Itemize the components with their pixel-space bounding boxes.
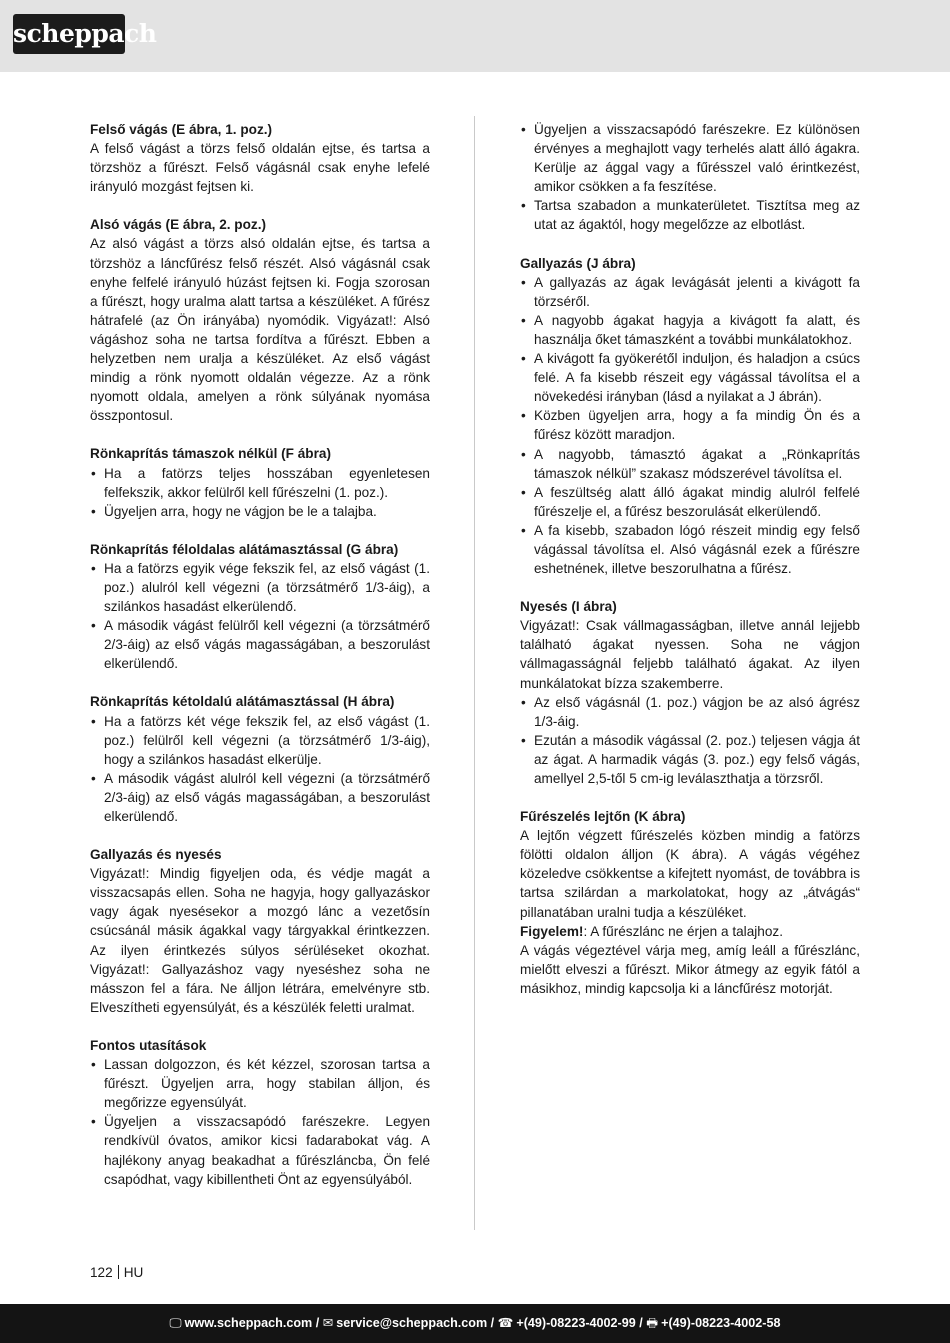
list-item: • Ügyeljen a visszacsapódó farészekre. Ez különösen érvényes a meghajlott vagy terhelés alatt álló ágakra. Kerülje az ággal vagy a fűrésszel való érintkezést, amikor csökken a fa feszítése. [520,120,860,196]
section-text: A lejtőn végzett fűrészelés közben mindig a fatörzs fölötti oldalon álljon (K ábra). A vágás végéhez közeledve csökkentse a kifejtett nyomást, de továbbra is tartsa szilárdan a markolatokat, hogy az „átvágás“ pillanatában uralni tudja a készüléket. [520,828,860,920]
section-no-support [90,444,430,520]
list-item: • Ügyeljen a visszacsapódó farészekre. Legyen rendkívül óvatos, amikor kicsi fadarabokat vág. A hajlékony anyag beakadhat a fűrészláncba, Ön felé csapódhat, vagy kibillentheti Önt az egyensúlyából. [90,1112,430,1188]
bullet-list [520,693,860,788]
section-pruning [520,597,860,788]
footer-phone: +(49)-08223-4002-99 / [516,1316,643,1330]
section-text: Az alsó vágást a törzs alsó oldalán ejtse, és tartsa a törzshöz a láncfűrész felső részét. Alsó vágásnál csak enyhe felfelé irányuló húzást fejtsen ki. Fogja szorosan a fűrészt, hogy uralma alatt tartsa a készüléket. A fűrész hátrafelé (az Ön irányába) nyomódik. Vigyázat!: Alsó vágáshoz soha ne tartsa fordítva a fűrészt. Ebben a helyzetben nem uralja a készüléket. Az első vágást mindig a rönk nyomott oldalán végezze. Az a rönk nyomott oldala, amelyen a rönk súlyának nyomása összpontosul. [90,236,430,424]
section-two-side-support [90,692,430,826]
section-important-instructions [90,1036,430,1189]
attention-label: Figyelem! [520,923,584,939]
page-number-separator [118,1265,119,1279]
section-heading: Nyesés (I ábra) [520,599,617,615]
section-limbing-pruning [90,845,430,1017]
section-heading: Alsó vágás (E ábra, 2. poz.) [90,217,267,233]
list-item: • A kivágott fa gyökerétől induljon, és haladjon a csúcs felé. A fa kisebb részeit egy vágással távolítsa el a növekedési irányban (lásd a nyilakat a J ábrán). [520,349,860,406]
list-item: • A második vágást felülről kell végezni (a törzsátmérő 2/3-áig) az első vágás magasságában, a beszorulást elkerülendő. [90,616,430,673]
section-slope-sawing [520,807,860,998]
footer-email[interactable]: service@scheppach.com / [336,1316,495,1330]
list-item: • Tartsa szabadon a munkaterületet. Tisztítsa meg az utat az ágaktól, hogy megelőzze az elbotlást. [520,196,860,234]
bullet-list [90,1055,430,1189]
phone-icon: ☎ [497,1316,514,1330]
left-column [90,120,430,1208]
bullet-list [90,712,430,827]
bullet-list [90,559,430,674]
section-one-side-support [90,540,430,674]
section-text: Vigyázat!: Mindig figyeljen oda, és védje magát a visszacsapás ellen. Soha ne hagyja, hogy gallyazáskor vagy ágak nyesésekor a mozgó lánc a vezetősín csúcsánál másik ágakkal vagy tárgyakkal érintkezzen. Az ilyen érintkezés súlyos sérüléseket okozhat. Vigyázat!: Gallyazáshoz vagy nyeséshez soha ne másszon fel a fára. Ne álljon létrára, emelvényre stb. Elveszítheti egyensúlyát, és a készülék feletti uralmat. [90,866,430,1015]
right-column [520,120,860,1017]
list-item: • Ügyeljen arra, hogy ne vágjon be le a talajba. [90,502,430,521]
page-number-value: 122 [90,1265,113,1280]
section-text: Vigyázat!: Csak vállmagasságban, illetve annál lejjebb található ágakat nyessen. Soha ne vágjon vállmagasságnál feljebb található ágakat. Az ilyen munkálatokat bízza szakemberre. [520,618,860,691]
list-item: • Ha a fatörzs két vége fekszik fel, az első vágást (1. poz.) felülről kell végezni (a törzsátmérő 1/3-áig), hogy a szilánkos hasadást elkerülje. [90,712,430,769]
attention-text: : A fűrészlánc ne érjen a talajhoz. [583,923,783,939]
list-item: • A nagyobb, támasztó ágakat a „Rönkaprítás támaszok nélkül” szakasz módszerével távolítsa el. [520,445,860,483]
section-heading: Rönkaprítás kétoldalú alátámasztással (H ábra) [90,694,395,710]
section-instructions-continued [520,120,860,235]
bullet-list [520,120,860,235]
list-item: • A gallyazás az ágak levágását jelenti a kivágott fa törzséről. [520,273,860,311]
footer-website[interactable]: www.scheppach.com / [184,1316,320,1330]
fax-icon: 🖶 [646,1316,659,1330]
bullet-list [520,273,860,579]
section-heading: Fűrészelés lejtőn (K ábra) [520,809,686,825]
list-item: • Közben ügyeljen arra, hogy a fa mindig Ön és a fűrész között maradjon. [520,406,860,444]
attention-note [520,922,860,941]
monitor-icon: 🖵 [169,1316,182,1330]
section-top-cut [90,120,430,196]
section-limbing [520,254,860,579]
envelope-icon: ✉ [322,1316,334,1330]
brand-logo: scheppach [13,14,125,54]
footer-bar [0,1304,950,1343]
header-band [0,0,950,72]
section-heading: Gallyazás (J ábra) [520,255,636,271]
section-text: A felső vágást a törzs felső oldalán ejtse, és tartsa a törzshöz a fűrészt. Felső vágásnál csak enyhe lefelé irányuló mozgást fejtsen ki. [90,141,430,195]
section-heading: Gallyazás és nyesés [90,847,222,863]
list-item: • A nagyobb ágakat hagyja a kivágott fa alatt, és használja őket támaszként a további munkálatokhoz. [520,311,860,349]
column-divider [474,116,475,1230]
list-item: • A feszültség alatt álló ágakat mindig alulról felfelé fűrészelje el, a fűrész beszorulását elkerülendő. [520,483,860,521]
bullet-list [90,464,430,521]
list-item: • A második vágást alulról kell végezni (a törzsátmérő 2/3-áig) az első vágás magasságában, a beszorulást elkerülendő. [90,769,430,826]
footer-fax: +(49)-08223-4002-58 [661,1316,781,1330]
list-item: • A fa kisebb, szabadon lógó részeit mindig egy felső vágással távolítsa el. Alsó vágásnál ezek a fűrészre eshetnének, illetve beszorulhatna a fűrész. [520,521,860,578]
section-heading: Rönkaprítás támaszok nélkül (F ábra) [90,446,331,462]
list-item: • Ha a fatörzs teljes hosszában egyenletesen felfekszik, akkor felülről kell fűrészelni (1. poz.). [90,464,430,502]
page-number [90,1265,143,1280]
language-code: HU [123,1265,144,1280]
section-bottom-cut [90,215,430,425]
section-text: A vágás végeztével várja meg, amíg leáll a fűrészlánc, mielőtt elveszi a fűrészt. Mikor átmegy az egyik fától a másikhoz, mindig kapcsolja ki a láncfűrész motorját. [520,942,860,996]
list-item: • Lassan dolgozzon, és két kézzel, szorosan tartsa a fűrészt. Ügyeljen arra, hogy stabilan álljon, és megőrizze egyensúlyát. [90,1055,430,1112]
list-item: • Ha a fatörzs egyik vége fekszik fel, az első vágást (1. poz.) alulról kell végezni (a törzsátmérő 1/3-áig), a szilánkos hasadást elkerülendő. [90,559,430,616]
list-item: • Az első vágásnál (1. poz.) vágjon be az alsó ágrész 1/3-áig. [520,693,860,731]
list-item: • Ezután a második vágással (2. poz.) teljesen vágja át az ágat. A harmadik vágás (3. poz.) egy felső vágás, amellyel 2,5-től 5 cm-ig leválaszthatja a törzsről. [520,731,860,788]
section-heading: Rönkaprítás féloldalas alátámasztással (G ábra) [90,541,399,557]
section-heading: Felső vágás (E ábra, 1. poz.) [90,122,273,137]
section-heading: Fontos utasítások [90,1037,207,1053]
